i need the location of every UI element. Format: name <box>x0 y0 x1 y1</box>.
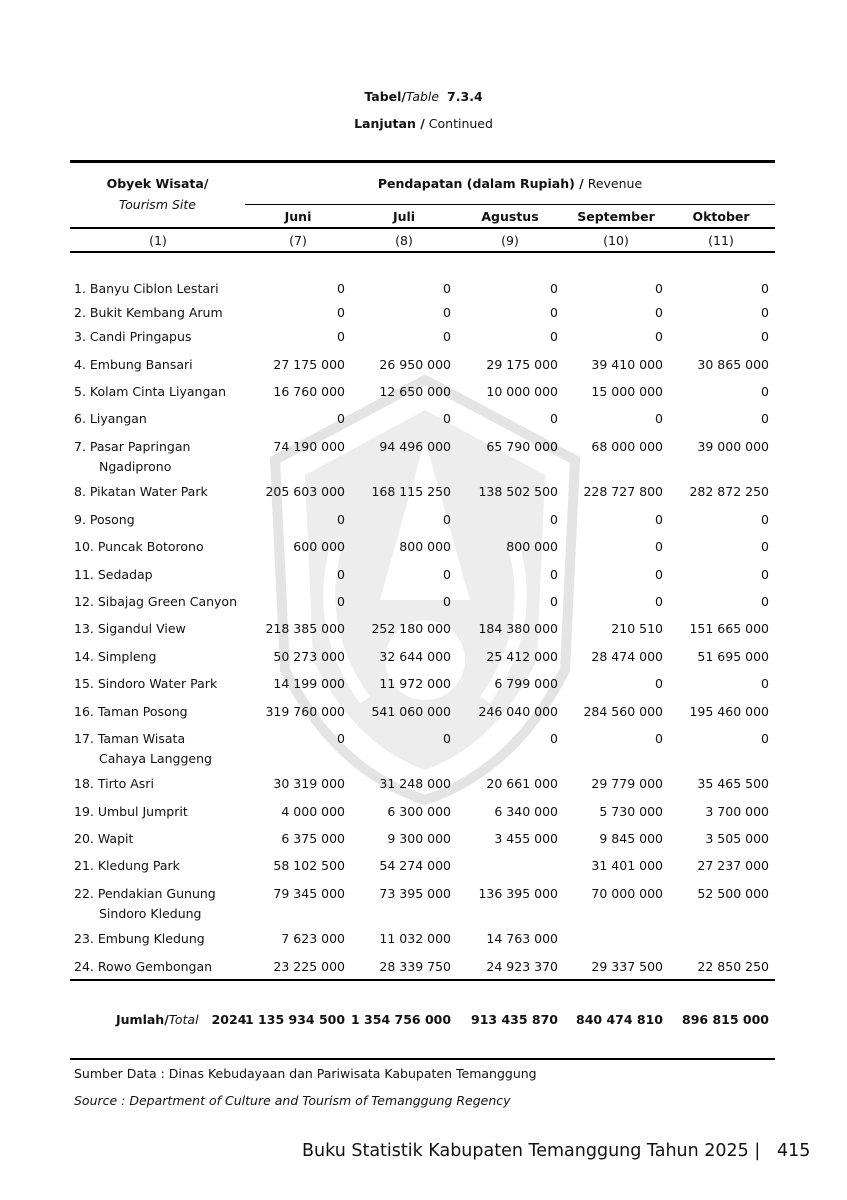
cell-juni: 0 <box>337 567 345 582</box>
month-header-juli: Juli <box>392 209 416 224</box>
cell-september: 0 <box>655 539 663 554</box>
row-site-name: 9. Posong <box>74 512 135 527</box>
cell-agustus: 0 <box>550 411 558 426</box>
site-header: Obyek Wisata/ <box>106 176 209 191</box>
cell-oktober: 52 500 000 <box>697 886 769 901</box>
cell-agustus: 0 <box>550 731 558 746</box>
cell-oktober: 151 665 000 <box>689 621 769 636</box>
cell-juli: 73 395 000 <box>379 886 451 901</box>
cell-juli: 31 248 000 <box>379 776 451 791</box>
cell-agustus: 0 <box>550 305 558 320</box>
cell-september: 0 <box>655 281 663 296</box>
row-site-name: 5. Kolam Cinta Liyangan <box>74 384 226 399</box>
cell-juni: 7 623 000 <box>281 931 345 946</box>
cell-juni: 50 273 000 <box>273 649 345 664</box>
cell-september: 68 000 000 <box>591 439 663 454</box>
cell-juni: 0 <box>337 594 345 609</box>
cell-agustus: 184 380 000 <box>478 621 558 636</box>
row-site-name: 8. Pikatan Water Park <box>74 484 208 499</box>
column-number: (8) <box>395 233 413 248</box>
month-header-september: September <box>577 209 655 224</box>
row-site-name: 23. Embung Kledung <box>74 931 205 946</box>
cell-juni: 30 319 000 <box>273 776 345 791</box>
row-site-name: 12. Sibajag Green Canyon <box>74 594 238 609</box>
cell-september: 70 000 000 <box>591 886 663 901</box>
cell-oktober: 0 <box>761 411 769 426</box>
row-site-name: 16. Taman Posong <box>74 704 188 719</box>
month-header-rule <box>245 204 775 205</box>
header-rule <box>70 227 775 229</box>
cell-juli: 0 <box>443 281 451 296</box>
row-site-name: 18. Tirto Asri <box>74 776 154 791</box>
cell-juli: 94 496 000 <box>379 439 451 454</box>
cell-september: 228 727 800 <box>583 484 663 499</box>
row-site-name: 20. Wapit <box>74 831 134 846</box>
cell-juni: 6 375 000 <box>281 831 345 846</box>
cell-juni: 319 760 000 <box>265 704 345 719</box>
cell-september: 28 474 000 <box>591 649 663 664</box>
cell-oktober: 0 <box>761 329 769 344</box>
cell-juni: 27 175 000 <box>273 357 345 372</box>
source-note-id: Sumber Data : Dinas Kebudayaan dan Pariwisata Kabupaten Temanggung <box>74 1066 537 1081</box>
cell-juni: 0 <box>337 329 345 344</box>
row-site-name: 13. Sigandul View <box>74 621 186 636</box>
month-header-juni: Juni <box>284 209 312 224</box>
row-site-name: 3. Candi Pringapus <box>74 329 192 344</box>
page-number: 415 <box>776 1141 811 1161</box>
row-site-name: 19. Umbul Jumprit <box>74 804 188 819</box>
row-site-name: 22. Pendakian Gunung Sindoro Kledung <box>74 886 216 921</box>
cell-september: 31 401 000 <box>591 858 663 873</box>
cell-juni: 0 <box>337 731 345 746</box>
cell-oktober: 0 <box>761 384 769 399</box>
cell-juni: 0 <box>337 411 345 426</box>
cell-juli: 0 <box>443 594 451 609</box>
cell-juli: 541 060 000 <box>371 704 451 719</box>
table-title: Tabel/Table 7.3.4 <box>364 89 483 104</box>
column-number: (1) <box>149 233 167 248</box>
cell-oktober: 30 865 000 <box>697 357 769 372</box>
month-header-oktober: Oktober <box>692 209 750 224</box>
cell-agustus: 0 <box>550 281 558 296</box>
cell-juni: 0 <box>337 305 345 320</box>
cell-oktober: 51 695 000 <box>697 649 769 664</box>
cell-oktober: 3 505 000 <box>705 831 769 846</box>
cell-agustus: 0 <box>550 567 558 582</box>
cell-juli: 9 300 000 <box>387 831 451 846</box>
total-juni: 1 135 934 500 <box>245 1012 346 1027</box>
cell-juli: 11 972 000 <box>379 676 451 691</box>
cell-september: 29 337 500 <box>591 959 663 974</box>
cell-september: 0 <box>655 731 663 746</box>
cell-agustus: 14 763 000 <box>486 931 558 946</box>
cell-agustus: 136 395 000 <box>478 886 558 901</box>
table-top-rule <box>70 160 775 163</box>
cell-agustus: 138 502 500 <box>478 484 558 499</box>
cell-juli: 6 300 000 <box>387 804 451 819</box>
cell-agustus: 20 661 000 <box>486 776 558 791</box>
cell-juli: 0 <box>443 512 451 527</box>
row-site-name: 11. Sedadap <box>74 567 153 582</box>
row-site-name: 14. Simpleng <box>74 649 157 664</box>
cell-juli: 26 950 000 <box>379 357 451 372</box>
cell-juli: 0 <box>443 305 451 320</box>
cell-september: 0 <box>655 305 663 320</box>
cell-juni: 205 603 000 <box>265 484 345 499</box>
cell-oktober: 0 <box>761 594 769 609</box>
cell-juli: 0 <box>443 411 451 426</box>
cell-juli: 800 000 <box>399 539 451 554</box>
cell-september: 0 <box>655 594 663 609</box>
cell-juni: 4 000 000 <box>281 804 345 819</box>
total-agustus: 913 435 870 <box>471 1012 558 1027</box>
cell-september: 0 <box>655 411 663 426</box>
row-site-name: 21. Kledung Park <box>74 858 180 873</box>
cell-juli: 32 644 000 <box>379 649 451 664</box>
cell-juni: 74 190 000 <box>273 439 345 454</box>
column-number: (11) <box>708 233 734 248</box>
cell-september: 0 <box>655 676 663 691</box>
column-number: (10) <box>603 233 629 248</box>
cell-september: 0 <box>655 567 663 582</box>
cell-agustus: 10 000 000 <box>486 384 558 399</box>
cell-oktober: 0 <box>761 512 769 527</box>
cell-oktober: 39 000 000 <box>697 439 769 454</box>
cell-juli: 11 032 000 <box>379 931 451 946</box>
row-site-name: 6. Liyangan <box>74 411 147 426</box>
page-footer: Buku Statistik Kabupaten Temanggung Tahun 2025 | 415 <box>302 1141 811 1161</box>
month-header-agustus: Agustus <box>481 209 539 224</box>
row-site-name: 10. Puncak Botorono <box>74 539 204 554</box>
total-juli: 1 354 756 000 <box>351 1012 452 1027</box>
source-note-en: Source : Department of Culture and Tourism of Temanggung Regency <box>74 1093 511 1108</box>
site-header-en: Tourism Site <box>119 197 196 212</box>
cell-juli: 0 <box>443 329 451 344</box>
revenue-header: Pendapatan (dalam Rupiah) / Revenue <box>377 176 643 191</box>
cell-agustus: 3 455 000 <box>494 831 558 846</box>
cell-juli: 0 <box>443 731 451 746</box>
cell-september: 0 <box>655 512 663 527</box>
row-site-name: 2. Bukit Kembang Arum <box>74 305 223 320</box>
table-bottom-rule <box>70 1058 775 1060</box>
table-subtitle: Lanjutan / Continued <box>354 116 493 131</box>
cell-september: 5 730 000 <box>599 804 663 819</box>
cell-juli: 0 <box>443 567 451 582</box>
cell-juli: 28 339 750 <box>379 959 451 974</box>
cell-agustus: 0 <box>550 594 558 609</box>
cell-oktober: 3 700 000 <box>705 804 769 819</box>
cell-september: 15 000 000 <box>591 384 663 399</box>
cell-agustus: 246 040 000 <box>478 704 558 719</box>
cell-oktober: 282 872 250 <box>689 484 769 499</box>
cell-agustus: 24 923 370 <box>486 959 558 974</box>
cell-september: 284 560 000 <box>583 704 663 719</box>
cell-oktober: 0 <box>761 676 769 691</box>
cell-agustus: 65 790 000 <box>486 439 558 454</box>
cell-september: 9 845 000 <box>599 831 663 846</box>
cell-oktober: 0 <box>761 567 769 582</box>
cell-oktober: 0 <box>761 281 769 296</box>
total-september: 840 474 810 <box>576 1012 663 1027</box>
cell-oktober: 35 465 500 <box>697 776 769 791</box>
cell-september: 29 779 000 <box>591 776 663 791</box>
cell-agustus: 6 340 000 <box>494 804 558 819</box>
cell-juni: 16 760 000 <box>273 384 345 399</box>
cell-oktober: 0 <box>761 305 769 320</box>
row-site-name: 4. Embung Bansari <box>74 357 193 372</box>
column-number: (9) <box>501 233 519 248</box>
cell-juni: 79 345 000 <box>273 886 345 901</box>
cell-agustus: 0 <box>550 512 558 527</box>
cell-juni: 23 225 000 <box>273 959 345 974</box>
row-site-name: 24. Rowo Gembongan <box>74 959 213 974</box>
cell-agustus: 800 000 <box>506 539 558 554</box>
row-site-name: 17. Taman Wisata Cahaya Langgeng <box>74 731 212 766</box>
cell-juli: 12 650 000 <box>379 384 451 399</box>
cell-agustus: 0 <box>550 329 558 344</box>
cell-oktober: 0 <box>761 539 769 554</box>
row-site-name: 15. Sindoro Water Park <box>74 676 218 691</box>
cell-juni: 0 <box>337 281 345 296</box>
footer-book-title: Buku Statistik Kabupaten Temanggung Tahun 2025 <box>302 1141 749 1161</box>
cell-juli: 252 180 000 <box>371 621 451 636</box>
total-oktober: 896 815 000 <box>682 1012 769 1027</box>
cell-juli: 54 274 000 <box>379 858 451 873</box>
cell-juni: 58 102 500 <box>273 858 345 873</box>
cell-juni: 600 000 <box>293 539 345 554</box>
cell-oktober: 195 460 000 <box>689 704 769 719</box>
cell-oktober: 22 850 250 <box>697 959 769 974</box>
cell-september: 210 510 <box>611 621 663 636</box>
cell-september: 39 410 000 <box>591 357 663 372</box>
cell-agustus: 25 412 000 <box>486 649 558 664</box>
total-label: Jumlah/Total 2024 <box>116 1012 247 1027</box>
column-number: (7) <box>289 233 307 248</box>
column-number-rule <box>70 251 775 253</box>
cell-september: 0 <box>655 329 663 344</box>
row-site-name: 1. Banyu Ciblon Lestari <box>74 281 219 296</box>
cell-agustus: 6 799 000 <box>494 676 558 691</box>
cell-agustus: 29 175 000 <box>486 357 558 372</box>
row-site-name: 7. Pasar Papringan Ngadiprono <box>74 439 191 474</box>
total-top-rule <box>70 979 775 981</box>
cell-juni: 0 <box>337 512 345 527</box>
cell-juni: 218 385 000 <box>265 621 345 636</box>
cell-juni: 14 199 000 <box>273 676 345 691</box>
cell-juli: 168 115 250 <box>371 484 451 499</box>
cell-oktober: 27 237 000 <box>697 858 769 873</box>
cell-oktober: 0 <box>761 731 769 746</box>
